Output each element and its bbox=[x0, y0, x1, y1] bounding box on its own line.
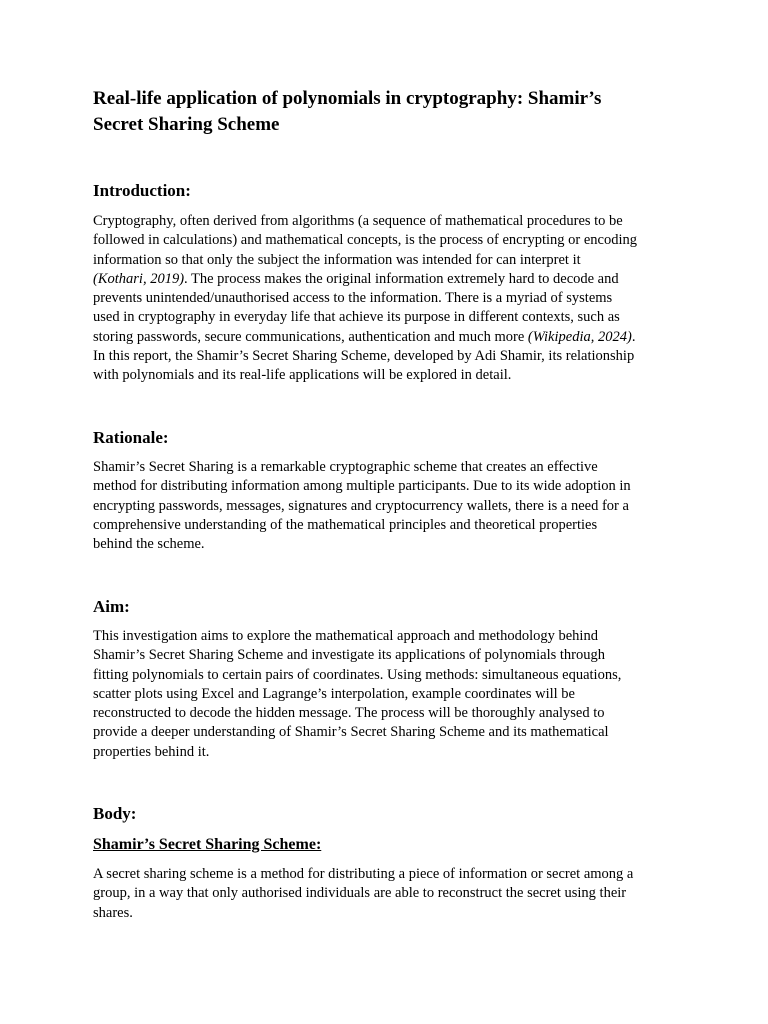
paragraph-line: shares. bbox=[93, 904, 133, 921]
aim-paragraph bbox=[93, 627, 683, 762]
document-title bbox=[93, 86, 693, 138]
paragraph-line: used in cryptography in everyday life that achieve its purpose in different contexts, such as bbox=[93, 309, 620, 326]
paragraph-line: In this report, the Shamir’s Secret Sharing Scheme, developed by Adi Shamir, its relationship bbox=[93, 348, 635, 365]
paragraph-line: method for distributing information among multiple participants. Due to its wide adoption in bbox=[93, 478, 631, 495]
paragraph-line: group, in a way that only authorised individuals are able to reconstruct the secret using their bbox=[93, 885, 627, 902]
paragraph-text: storing passwords, secure communications, authentication and much more bbox=[93, 328, 528, 345]
paragraph-line: This investigation aims to explore the mathematical approach and methodology behind bbox=[93, 628, 598, 644]
body-heading: Body: bbox=[93, 804, 137, 823]
paragraph-line: prevents unintended/unauthorised access to the information. There is a myriad of systems bbox=[93, 290, 613, 307]
citation-kothari: (Kothari, 2019) bbox=[93, 270, 185, 287]
paragraph-line: behind the scheme. bbox=[93, 536, 205, 553]
introduction-heading: Introduction: bbox=[93, 181, 191, 200]
paragraph-line: Cryptography, often derived from algorithms (a sequence of mathematical procedures to be bbox=[93, 213, 623, 229]
rationale-heading: Rationale: bbox=[93, 428, 169, 447]
paragraph-line: Shamir’s Secret Sharing is a remarkable cryptographic scheme that creates an effective bbox=[93, 459, 598, 475]
body-paragraph bbox=[93, 865, 683, 923]
shamir-subheading: Shamir’s Secret Sharing Scheme: bbox=[93, 836, 322, 853]
paragraph-line: fitting polynomials to certain pairs of coordinates. Using methods: simultaneous equations, bbox=[93, 666, 622, 683]
paragraph-line: comprehensive understanding of the mathematical principles and theoretical properties bbox=[93, 516, 598, 533]
citation-wikipedia: (Wikipedia, 2024) bbox=[527, 328, 632, 345]
paragraph-line: with polynomials and its real-life applications will be explored in detail. bbox=[93, 367, 512, 384]
title-line-2: Secret Sharing Scheme bbox=[93, 114, 280, 135]
paragraph-text: . bbox=[631, 328, 636, 345]
paragraph-line: Shamir’s Secret Sharing Scheme and investigate its applications of polynomials through bbox=[93, 647, 605, 664]
paragraph-line: information so that only the subject the information was intended for can interpret it bbox=[93, 251, 581, 268]
introduction-paragraph bbox=[93, 212, 683, 386]
aim-heading: Aim: bbox=[93, 597, 130, 616]
paragraph-line: A secret sharing scheme is a method for distributing a piece of information or secret among a bbox=[93, 866, 634, 882]
paragraph-line bbox=[93, 270, 683, 289]
rationale-paragraph bbox=[93, 458, 683, 554]
paragraph-line bbox=[93, 328, 683, 347]
paragraph-line: encrypting passwords, messages, signatures and cryptocurrency wallets, there is a need for a bbox=[93, 497, 629, 514]
paragraph-line: reconstructed to decode the hidden message. The process will be thoroughly analysed to bbox=[93, 705, 605, 722]
paragraph-line: properties behind it. bbox=[93, 743, 210, 760]
paragraph-line: provide a deeper understanding of Shamir’s Secret Sharing Scheme and its mathematical bbox=[93, 724, 609, 741]
paragraph-line: scatter plots using Excel and Lagrange’s interpolation, example coordinates will be bbox=[93, 685, 575, 702]
title-line-1: Real-life application of polynomials in cryptography: Shamir’s bbox=[93, 88, 602, 109]
paragraph-line: followed in calculations) and mathematical concepts, is the process of encrypting or encoding bbox=[93, 232, 637, 249]
paragraph-text: . The process makes the original information extremely hard to decode and bbox=[184, 270, 619, 287]
